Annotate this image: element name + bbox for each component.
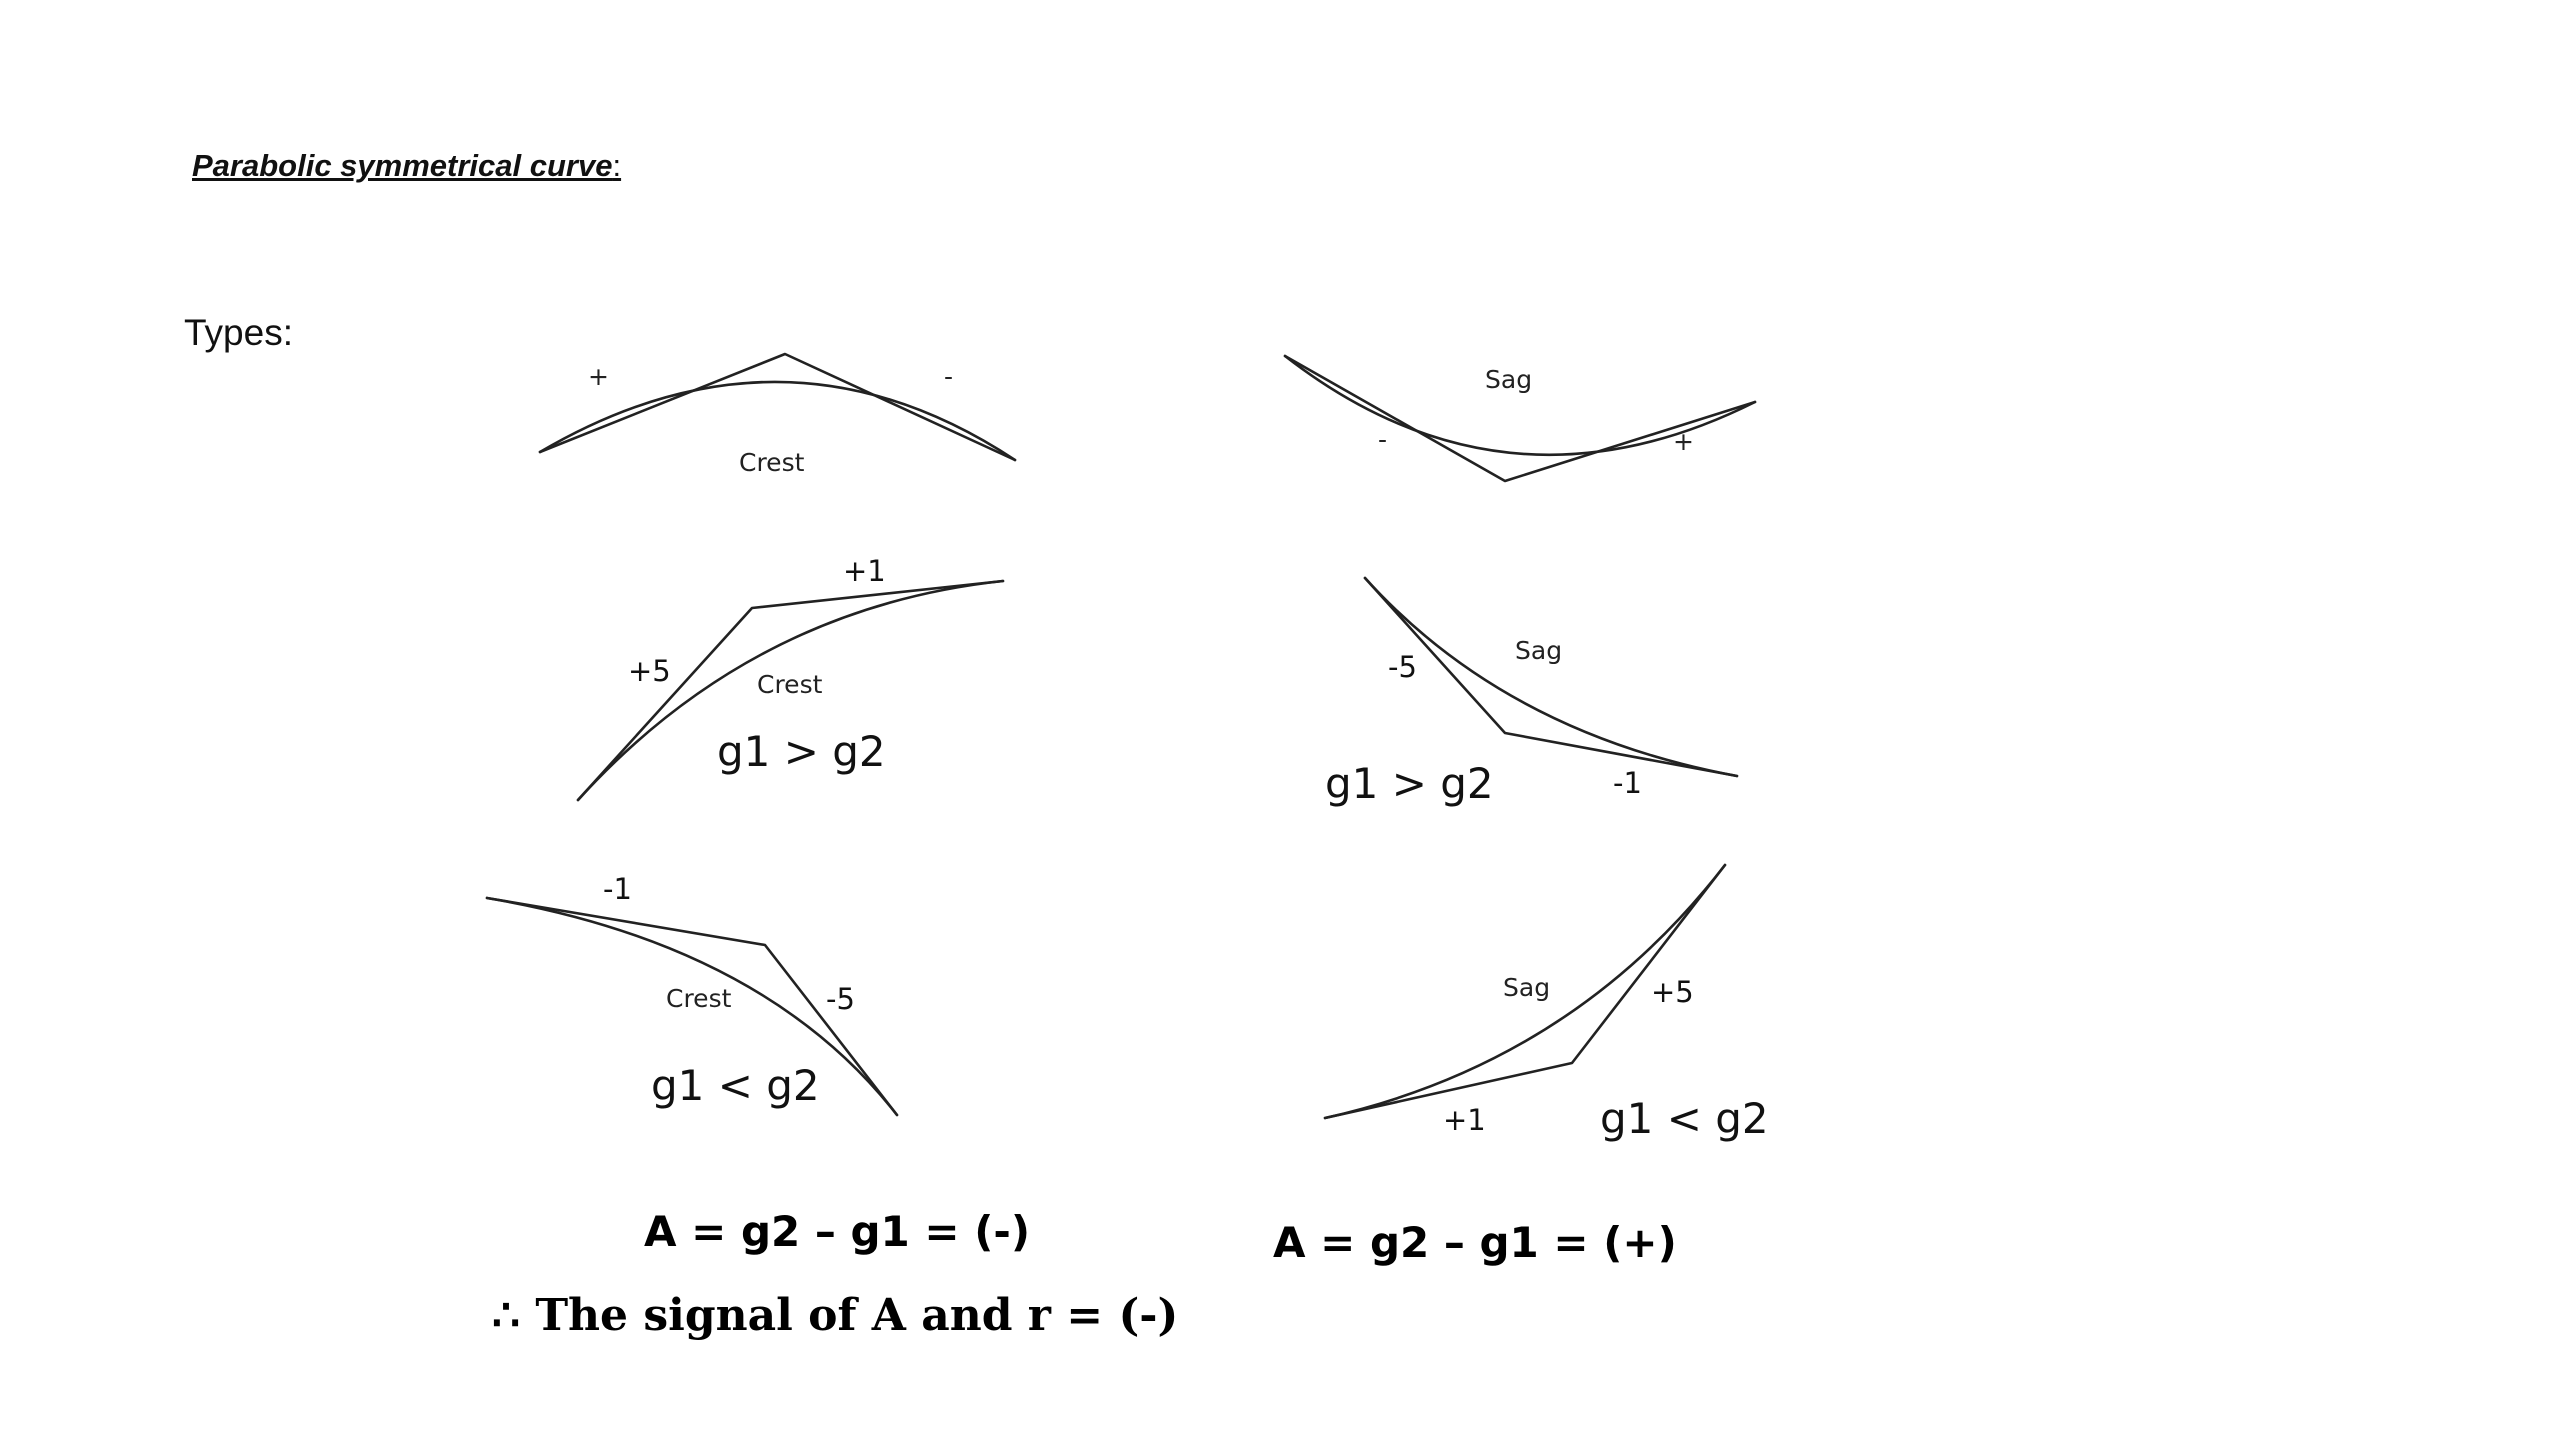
crest-bot-g1: -1 (603, 872, 632, 906)
crest-g1-greater-diagram (578, 554, 1003, 800)
crest-mid-g1: +5 (628, 654, 671, 688)
sag-symmetric-diagram (1285, 356, 1755, 481)
sag-left-sign: - (1378, 425, 1388, 454)
title-text: Parabolic symmetrical curve (192, 148, 613, 183)
crest-symmetric-diagram (540, 354, 1015, 477)
sag-g1-greater-diagram (1325, 578, 1737, 808)
sag-bot-g1: +1 (1443, 1103, 1486, 1137)
crest-bot-relation: g1 < g2 (651, 1061, 820, 1110)
crest-label: Crest (739, 448, 805, 477)
sag-mid-g2: -1 (1613, 766, 1642, 800)
sag-bot-label: Sag (1503, 973, 1551, 1002)
sag-mid-label: Sag (1515, 636, 1563, 665)
crest-bot-label: Crest (666, 984, 732, 1013)
title-colon: : (612, 148, 622, 183)
sag-right-sign: + (1673, 427, 1694, 456)
conclusion: ∴ The signal of A and r = (-) (492, 1290, 1179, 1341)
crest-equation: A = g2 – g1 = (-) (644, 1207, 1031, 1256)
sag-mid-tangent-lines (1365, 578, 1737, 776)
crest-mid-g2: +1 (843, 554, 886, 588)
sag-mid-relation: g1 > g2 (1325, 759, 1494, 808)
crest-right-sign: - (944, 362, 954, 391)
sag-bot-relation: g1 < g2 (1600, 1094, 1769, 1143)
crest-mid-label: Crest (757, 670, 823, 699)
sag-mid-g1: -5 (1388, 650, 1417, 684)
sag-label: Sag (1485, 365, 1533, 394)
crest-mid-relation: g1 > g2 (717, 727, 886, 776)
sag-mid-parabola (1365, 578, 1737, 776)
crest-g1-less-diagram (487, 872, 897, 1115)
crest-left-sign: + (588, 362, 609, 391)
sag-bot-g2: +5 (1651, 975, 1694, 1009)
sag-g1-less-diagram (1325, 865, 1769, 1143)
types-label: Types: (184, 312, 293, 353)
sag-equation: A = g2 – g1 = (+) (1273, 1218, 1677, 1267)
crest-bot-g2: -5 (826, 982, 855, 1016)
